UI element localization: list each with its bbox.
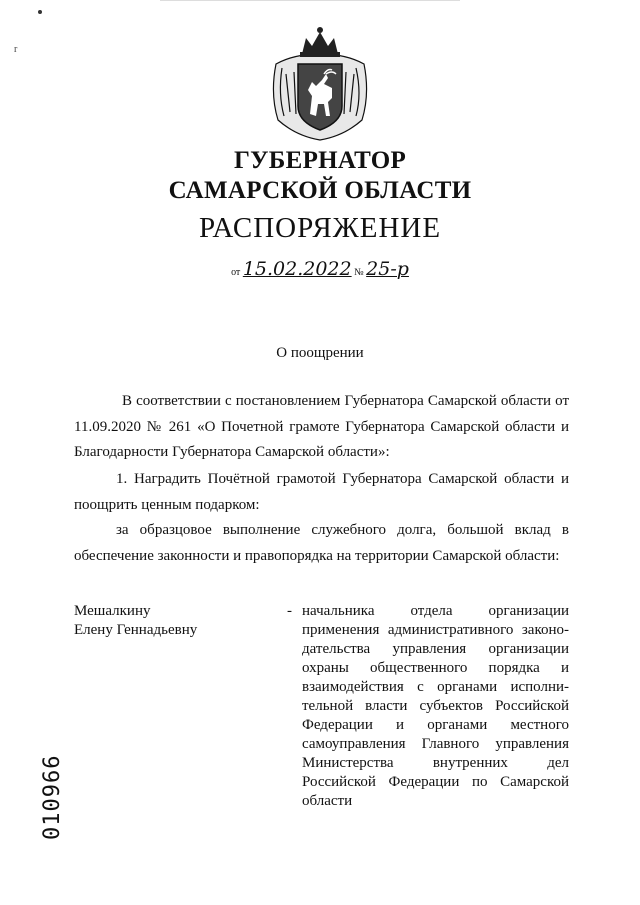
position-line: Российской Федерации по Самарской [302, 774, 569, 790]
position-line: применения административного законо- [302, 622, 569, 638]
margin-mark: r [14, 44, 18, 55]
handwritten-number: 25-р [366, 258, 409, 280]
document-type-heading: РАСПОРЯЖЕНИЕ [198, 212, 442, 244]
date-number-line [0, 258, 640, 280]
awardee-surname: Мешалкину [74, 603, 151, 619]
registration-stamp-number [40, 754, 68, 840]
position-line: дательства управления организации [302, 641, 569, 657]
coat-of-arms-icon [266, 24, 374, 142]
header-title-line2: САМАРСКОЙ ОБЛАСТИ [168, 177, 472, 204]
number-prefix: № [354, 267, 364, 278]
position-line: начальника отдела организации [302, 603, 569, 619]
intro-paragraph: В соответствии с постановлением Губернатора Самарской области от 11.09.2020 № 261 «О Почетной грамоте Губернатора Самарской области и Благодарности Губернатора Самарской области»: [74, 393, 569, 460]
awardee-given-name: Елену Геннадьевну [74, 622, 198, 638]
awardee-dash: - [287, 603, 292, 619]
date-prefix: от [231, 267, 241, 278]
scan-speck [38, 10, 42, 14]
awardee-position-block [302, 602, 569, 811]
header-title-line1: ГУБЕРНАТОР [233, 147, 407, 174]
document-subject: О поощрении [276, 345, 364, 361]
position-line: взаимодействия с органами исполни- [302, 679, 569, 695]
position-line: самоуправления Главного управления [302, 736, 569, 752]
position-line: Федерации и органами местного [302, 717, 569, 733]
position-line: тельной власти субъектов Российской [302, 698, 569, 714]
awardee-name-block [74, 602, 274, 640]
stamp-number-text: 010966 [40, 754, 65, 840]
handwritten-date: 15.02.2022 [242, 258, 352, 280]
position-line: охраны общественного порядка и [302, 660, 569, 676]
award-reason-paragraph: за образцовое выполнение служебного долга, большой вклад в обеспечение законности и правопорядка на территории Самарской области: [74, 522, 569, 564]
item-1-paragraph: 1. Наградить Почётной грамотой Губернатора Самарской области и поощрить ценным подарком: [74, 471, 569, 513]
position-line: Министерства внутренних дел [302, 755, 569, 771]
scan-top-edge [160, 0, 460, 1]
position-line: области [302, 793, 353, 809]
